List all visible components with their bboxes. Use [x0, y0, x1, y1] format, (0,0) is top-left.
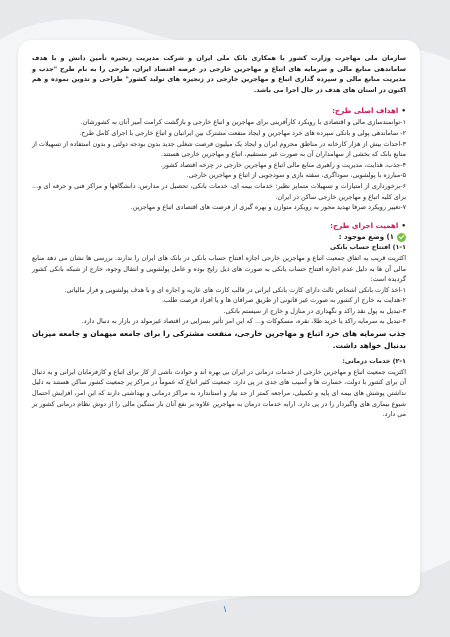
necessity-heading-text: اهمیت اجرای طرح:: [330, 220, 399, 230]
current-state-heading-text: ۱) وضع موجود :: [338, 232, 394, 241]
current-state-heading: [32, 232, 406, 243]
bank-account-paragraph: اکثریت قریب به اتفاق جمعیت اتباع و مهاجرین خارجی اجازه افتتاح حساب بانکی در بانک های ایران را ندارند. بررسی ها نشان می دهد منابع مالی آن ها به دلیل عدم اجازه افتتاح حساب بانکی به صورت های ذیل رایج بوده و عامل پولشویی و انتقال وجوه، خارج از شبکه بانکی کشور گردیده است:: [32, 253, 406, 284]
necessity-heading: [32, 220, 406, 231]
highlight-statement: جذب سرمایه های خرد اتباع و مهاجرین خارجی، منفعت مشترکی را برای جامعه میهمان و جامعه میزبان بدنبال خواهد داشت.: [32, 329, 406, 350]
document-content: [18, 40, 420, 420]
bullet-dot: •: [401, 106, 406, 116]
issue-item: ۴-تبدیل به سرمایه راکد یا خرید طلا، نقره، مسکوکات و... که این امر تأثیر بسزایی در اقتصاد غیرمولد در بازار به دنبال دارد.: [81, 317, 406, 326]
bank-account-heading: ۱-۱) افتتاح حساب بانکی: [330, 243, 406, 252]
issue-item: ۳-تبدیل به پول نقد راکد و نگهداری در منازل و خارج از سیستم بانکی.: [223, 306, 406, 315]
goal-item: ۲- ساماندهی پولی و بانکی سپرده های خرد مهاجرین و ایجاد منفعت مشترک بین ایرانیان و اتباع خارجی با اجرای کامل طرح.: [79, 128, 406, 137]
bullet-dot: •: [401, 220, 406, 230]
issue-item: ۲-هدایت به خارج از کشور به صورت غیر قانونی از طریق صرافان ها و یا افراد فرصت طلب.: [161, 296, 406, 305]
goal-item: ۳-احداث بیش از هزار کارخانه در مناطق محروم ایران و ایجاد یک میلیون فرصت شغلی جدید بدون بودجه دولتی و بدون استفاده از تسهیلات از منابع بانک که بخشی از سهامداران آن به صورت غیر مستقیم، اتباع و مهاجرین خارجی هستند.: [32, 139, 406, 159]
goals-heading: [32, 105, 406, 116]
goals-heading-text: اهداف اصلی طرح:: [332, 106, 399, 116]
goal-item: ۵-مبارزه با پولشویی، سوداگری، سفته بازی و سودجویی از اتباع و مهاجرین خارجی.: [186, 171, 406, 180]
goal-item: ۱-توانمندسازی مالی و اقتصادی با رویکرد کارآفرینی برای مهاجرین و اتباع خارجی و بازگشت کرامت آمیز آنان به کشورشان.: [80, 118, 406, 127]
page-number: ۱: [222, 605, 228, 615]
goal-item: ۶-برخورداری از امتیازات و تسهیلات متمایز نظیر: خدمات بیمه ای، خدمات بانکی، تحصیل در مدارس، دانشگاهها و مراکز فنی و حرفه ای و... برای کلیه اتباع و مهاجرین خارجی ساکن در ایران.: [32, 181, 406, 201]
intro-paragraph: سازمان ملی مهاجرت وزارت کشور با همکاری بانک ملی ایران و شرکت مدیریت زنجیره تأمین دانش و با هدف ساماندهی منابع مالی و سرمایه های اتباع و مهاجرین خارجی در عرصه اقتصاد ایران، طرحی را به نام طرح "جذب و مدیریت منابع مالی و سپرده گذاری اتباع و مهاجرین خارجی در زنجیره های تولید کشور" طراحی و تدوین نموده و هم اکنون در استان های هدف در حال اجرا می باشد.: [32, 54, 406, 94]
issue-item: ۱-اخذ کارت بانکی اشخاص ثالث دارای کارت بانکی ایرانی در قالب کارت های عاریه و اجاره ای و با هدف پولشویی و فرار مالیاتی.: [64, 285, 406, 294]
goal-item: ۷-تغییر رویکرد صرفا تهدید محور به رویکرد متوازن و بهره گیری از فرصت های اقتصادی اتباع و مهاجرین.: [130, 203, 406, 212]
medical-services-paragraph: اکثریت جمعیت اتباع و مهاجرین خارجی از خدمات درمانی در ایران بی بهره اند و حوادث ناشی از کار برای اتباع و کارفرمایان ایرانی و به دنبال آن برای کشور با دولت، خسارت ها و آسیب های جدی در پی دارد. جمعیت کثیر اتباع که عموماً در مراکز پر جمعیت کشور ساکن هستند به دلیل نداشتن پوشش های بیمه ای پایه و تکمیلی، مراجعه کمتر از حد نیاز و استاندارد به مراکز درمانی و بهداشتی دارند که این امر، افزایش احتمال شیوع بیماری های واگیردار را در پی دارد. ارایه خدمات درمان به مهاجرین علاوه بر نفع آنان بار سنگین مالی را از دوش نظام درمانی کشور بر می دارد.: [32, 367, 406, 419]
document-page: [18, 40, 420, 596]
check-circle-icon: [397, 233, 406, 242]
goal-item: ۴-جذب، هدایت، مدیریت و راهبری منابع مالی اتباع و مهاجرین خارجی در چرخه اقتصاد کشور.: [160, 160, 406, 169]
medical-services-heading: ۲-۱) خدمات درمانی:: [342, 357, 406, 366]
